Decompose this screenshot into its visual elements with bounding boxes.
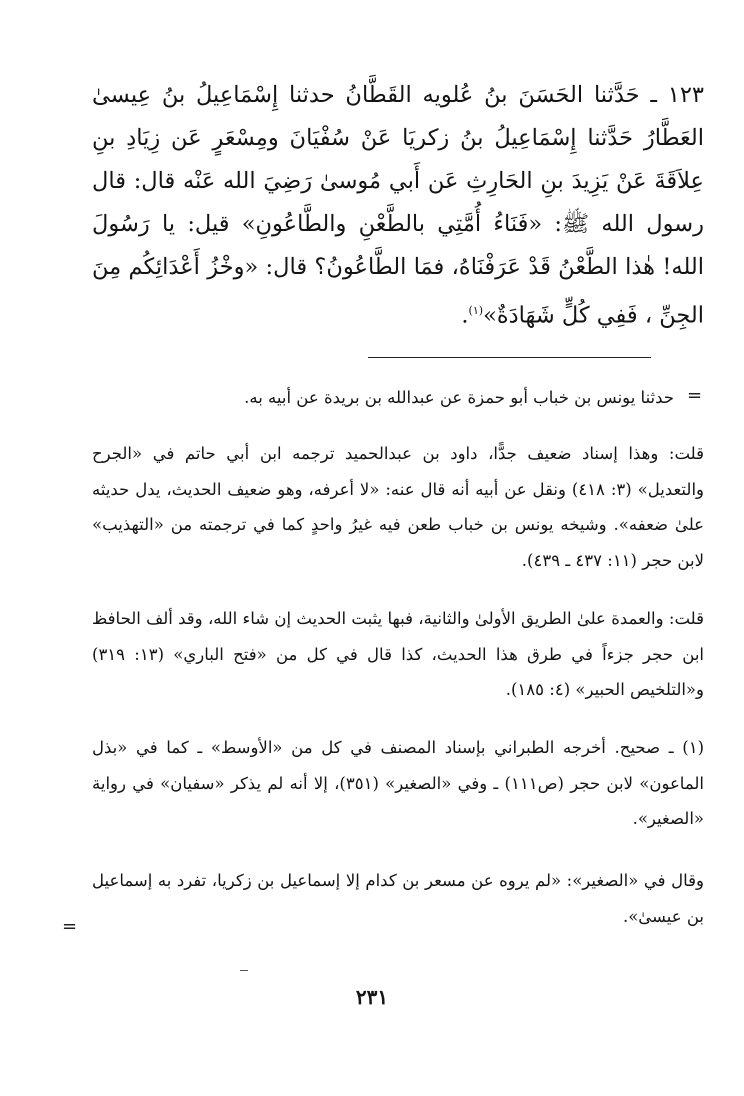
footnote-continuation (80, 380, 674, 416)
footnote-separator (368, 357, 651, 358)
footnote-paragraph: قلت: والعمدة علىٰ الطريق الأولىٰ والثانية، فبها يثبت الحديث إن شاء الله، وقد ألف الحافظ ابن حجر جزءاً في طرق هذا الحديث، كذا قال في كل من «فتح الباري» (١٣: ٣١٩) و«التلخيص الحبير» (٤: ١٨٥). (92, 609, 704, 699)
hadith-body: ١٢٣ ـ حَدَّثنا الحَسَنَ بنُ عُلويه القَطَّانُ حدثنا إِسْمَاعِيلُ بنُ عِيسىٰ العَطَّارُ حَدَّثنا إِسْمَاعِيلُ بنُ زكريَا عَنْ سُفْيَانَ ومِسْعَرٍ عَن زِيَادِ بنِ عِلاَقَةَ عَنْ يَزِيدَ بنِ الحَارِثِ عَن أَبي مُوسىٰ رَضِيَ الله عَنْه قال: قال رسول الله ﷺ: «فَنَاءُ أُمَّتِي بالطَّعْنِ والطَّاعُونِ» قيل: يا رَسُولَ الله! هٰذا الطَّعْنُ قَدْ عَرَفْنَاهُ، فمَا الطَّاعُونُ؟ قال: «وخْزُ أَعْدَائِكُم مِنَ الجِنِّ ، فَفِي كُلٍّ شَهَادَةٌ» (92, 82, 704, 329)
footnote-paragraph: وقال في «الصغير»: «لم يروه عن مسعر بن كدام إلا إسماعيل بن زكريا، تفرد به إسماعيل بن عيسىٰ». (92, 871, 704, 926)
footnote-block (92, 601, 704, 708)
continuation-marker: = (687, 385, 703, 406)
footnote-block (92, 863, 704, 934)
footnote-block (92, 436, 704, 578)
continuation-marker: = (62, 916, 78, 937)
footnote-paragraph: حدثنا يونس بن خباب أبو حمزة عن عبدالله بن بريدة عن أبيه به. (244, 388, 674, 407)
footnote-ref: (١) (468, 304, 484, 317)
hadith-end: . (461, 302, 469, 329)
page-number: ٢٣١ (355, 985, 389, 1009)
footnote-paragraph: (١) ـ صحيح. أخرجه الطبراني بإسناد المصنف في كل من «الأوسط» ـ كما في «بذل الماعون» لابن حجر (ص١١١) ـ وفي «الصغير» (٣٥١)، إلا أنه لم يذكر «سفيان» في رواية «الصغير». (92, 738, 704, 828)
printer-tick (240, 970, 248, 971)
footnote-block (92, 730, 704, 837)
hadith-text (92, 74, 704, 338)
footnote-paragraph: قلت: وهذا إسناد ضعيف جدًّا، داود بن عبدالحميد ترجمه ابن أبي حاتم في «الجرح والتعديل» (٣: ٤١٨) ونقل عن أبيه أنه قال عنه: «لا أعرفه، وهو ضعيف الحديث، يدل حديثه علىٰ ضعفه». وشيخه يونس بن خباب طعن فيه غيرُ واحدٍ كما في ترجمته من «التهذيب» لابن حجر (١١: ٤٣٧ ـ ٤٣٩). (92, 444, 704, 570)
